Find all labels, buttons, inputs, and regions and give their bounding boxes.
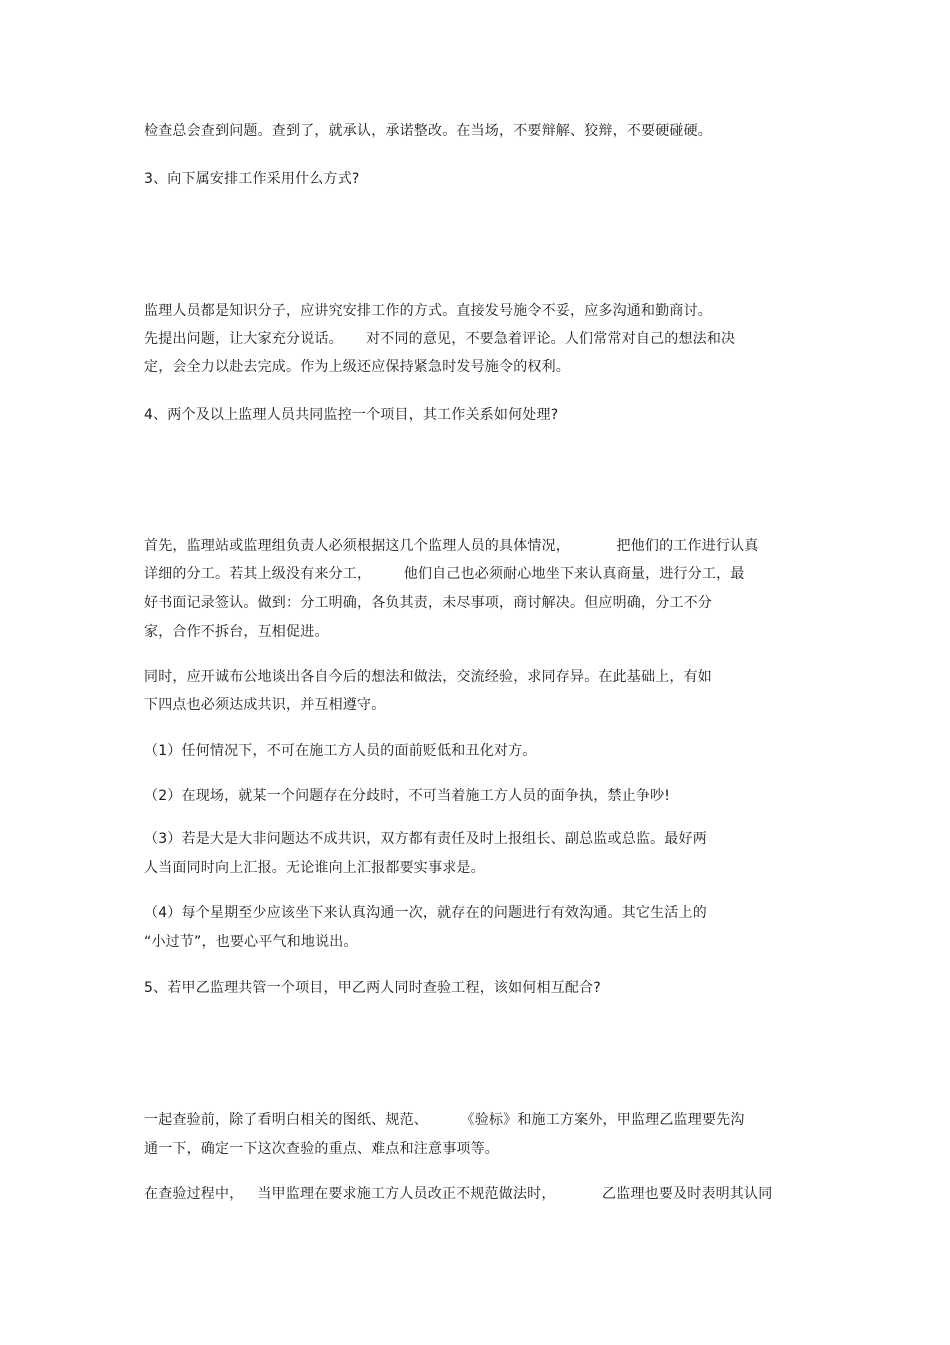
list-item: （4）每个星期至少应该坐下来认真沟通一次，就存在的问题进行有效沟通。其它生活上的 xyxy=(144,905,707,921)
list-item-continuation: 人当面同时向上汇报。无论谁向上汇报都要实事求是。 xyxy=(144,860,485,876)
text-line: 家，合作不拆台，互相促进。 xyxy=(144,624,329,640)
text-line: 定，会全力以赴去完成。作为上级还应保持紧急时发号施令的权利。 xyxy=(144,359,570,375)
text-line: 好书面记录签认。做到：分工明确，各负其责，未尽事项，商讨解决。但应明确，分工不分 xyxy=(144,595,712,611)
text-line: 监理人员都是知识分子，应讲究安排工作的方式。直接发号施令不妥，应多沟通和勤商讨。 xyxy=(144,303,712,319)
text-line: 详细的分工。若其上级没有来分工， 他们自己也必须耐心地坐下来认真商量，进行分工，最 xyxy=(144,566,745,582)
text-line: 在查验过程中， 当甲监理在要求施工方人员改正不规范做法时， 乙监理也要及时表明其认同 xyxy=(144,1186,773,1202)
text-line: 下四点也必须达成共识，并互相遵守。 xyxy=(144,697,386,713)
text-line: 通一下，确定一下这次查验的重点、难点和注意事项等。 xyxy=(144,1141,499,1157)
list-item: （3）若是大是大非问题达不成共识，双方都有责任及时上报组长、副总监或总监。最好两 xyxy=(144,831,707,847)
question-heading: 4、两个及以上监理人员共同监控一个项目，其工作关系如何处理? xyxy=(144,407,559,423)
text-line: 一起查验前，除了看明白相关的图纸、规范、 《验标》和施工方案外，甲监理乙监理要先沟 xyxy=(144,1112,745,1128)
list-item: （1）任何情况下，不可在施工方人员的面前贬低和丑化对方。 xyxy=(144,743,537,759)
text-line: 先提出问题，让大家充分说话。 对不同的意见，不要急着评论。人们常常对自己的想法和决 xyxy=(144,331,736,347)
question-heading: 5、若甲乙监理共管一个项目，甲乙两人同时查验工程，该如何相互配合? xyxy=(144,980,601,996)
text-line: 检查总会查到问题。查到了，就承认，承诺整改。在当场，不要辩解、狡辩，不要硬碰硬。 xyxy=(144,123,712,139)
question-heading: 3、向下属安排工作采用什么方式? xyxy=(144,171,360,187)
list-item: （2）在现场，就某一个问题存在分歧时，不可当着施工方人员的面争执，禁止争吵! xyxy=(144,788,671,804)
list-item-continuation: “小过节”，也要心平气和地说出。 xyxy=(144,934,358,950)
text-line: 同时，应开诚布公地谈出各自今后的想法和做法，交流经验，求同存异。在此基础上，有如 xyxy=(144,669,712,685)
text-line: 首先，监理站或监理组负责人必须根据这几个监理人员的具体情况， 把他们的工作进行认真 xyxy=(144,538,759,554)
